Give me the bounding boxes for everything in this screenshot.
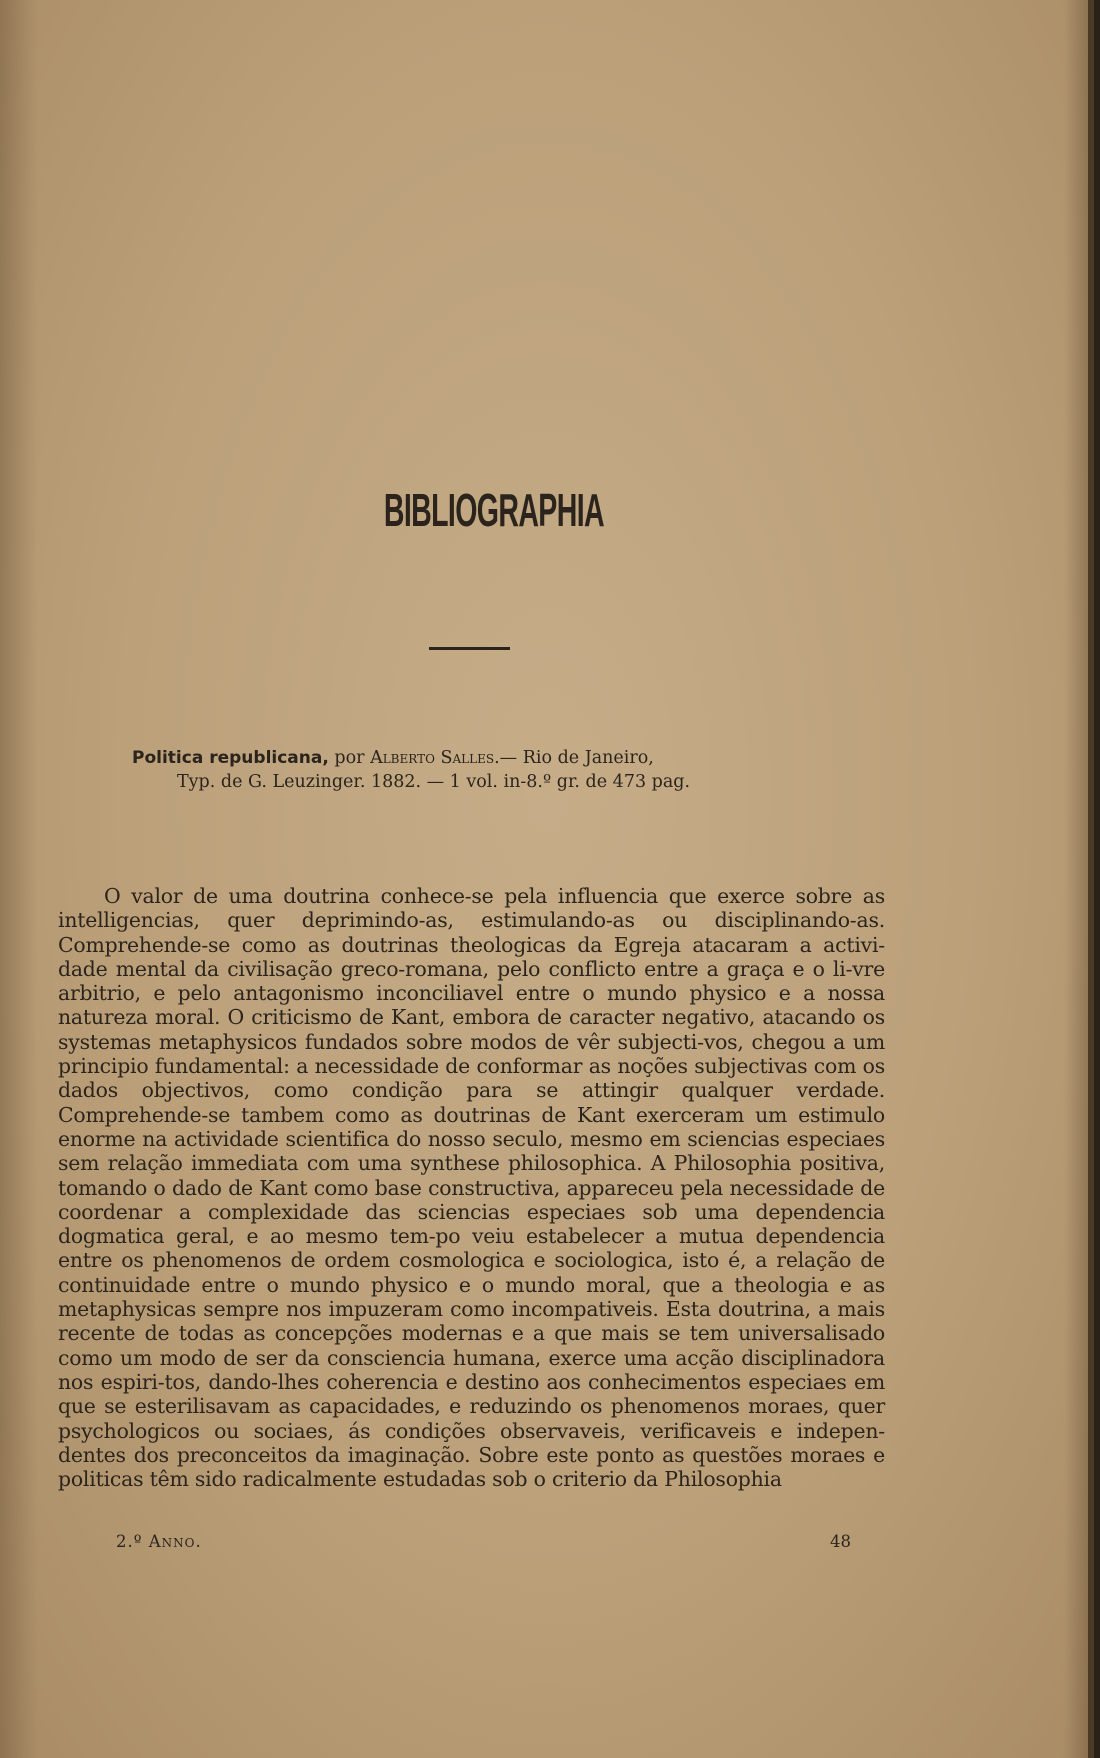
citation-by: por bbox=[334, 748, 365, 768]
page-number: 48 bbox=[830, 1532, 851, 1551]
footer-volume bbox=[116, 1532, 202, 1551]
footer-volume-text: 2.º Anno. bbox=[116, 1532, 202, 1551]
citation-place: Rio de Janeiro, bbox=[522, 748, 654, 768]
citation-publication-details: Typ. de G. Leuzinger. 1882. — 1 vol. in-8.º gr. de 473 pag. bbox=[177, 772, 691, 792]
citation-book-title: Politica republicana, bbox=[132, 748, 329, 768]
citation-author: Alberto Salles. bbox=[370, 748, 500, 768]
body-paragraph: O valor de uma doutrina conhece-se pela influencia que exerce sobre as intelligencias, quer deprimindo-as, estimulando-as ou disciplinando-as. Comprehende-se como as doutrinas theologicas da Egreja atacaram a activi-dade mental da civilisação greco-romana, pelo conflicto entre a graça e o li-vre arbitrio, e pelo antagonismo inconciliavel entre o mundo physico e a nossa natureza moral. O criticismo de Kant, embora de caracter negativo, atacando os systemas metaphysicos fundados sobre modos de vêr subjecti-vos, chegou a um principio fundamental: a necessidade de conformar as noções subjectivas com os dados objectivos, como condição para se attingir qualquer verdade. Comprehende-se tambem como as doutrinas de Kant exerceram um estimulo enorme na actividade scientifica do nosso seculo, mesmo em sciencias especiaes sem relação immediata com uma synthese philosophica. A Philosophia positiva, tomando o dado de Kant como base constructiva, appareceu pela necessidade de coordenar a complexidade das sciencias especiaes sob uma dependencia dogmatica geral, e ao mesmo tem-po veiu estabelecer a mutua dependencia entre os phenomenos de ordem cosmologica e sociologica, isto é, a relação de continuidade entre o mundo physico e o mundo moral, que a theologia e as metaphysicas sempre nos impuzeram como incompativeis. Esta doutrina, a mais recente de todas as concepções modernas e a que mais se tem universalisado como um modo de ser da consciencia humana, exerce uma acção disciplinadora nos espiri-tos, dando-lhes coherencia e destino aos conhecimentos especiaes em que se esterilisavam as capacidades, e reduzindo os phenomenos moraes, quer psychologicos ou sociaes, ás condições observaveis, verificaveis e indepen-dentes dos preconceitos da imaginação. Sobre este ponto as questões moraes e politicas têm sido radicalmente estudadas sob o criterio da Philosophia bbox=[58, 884, 885, 1492]
citation-dash: — bbox=[499, 748, 518, 768]
page-edge bbox=[1088, 0, 1094, 1758]
title-rule-divider bbox=[429, 647, 510, 650]
book-citation bbox=[132, 746, 912, 794]
section-title: BIBLIOGRAPHIA bbox=[383, 484, 604, 536]
